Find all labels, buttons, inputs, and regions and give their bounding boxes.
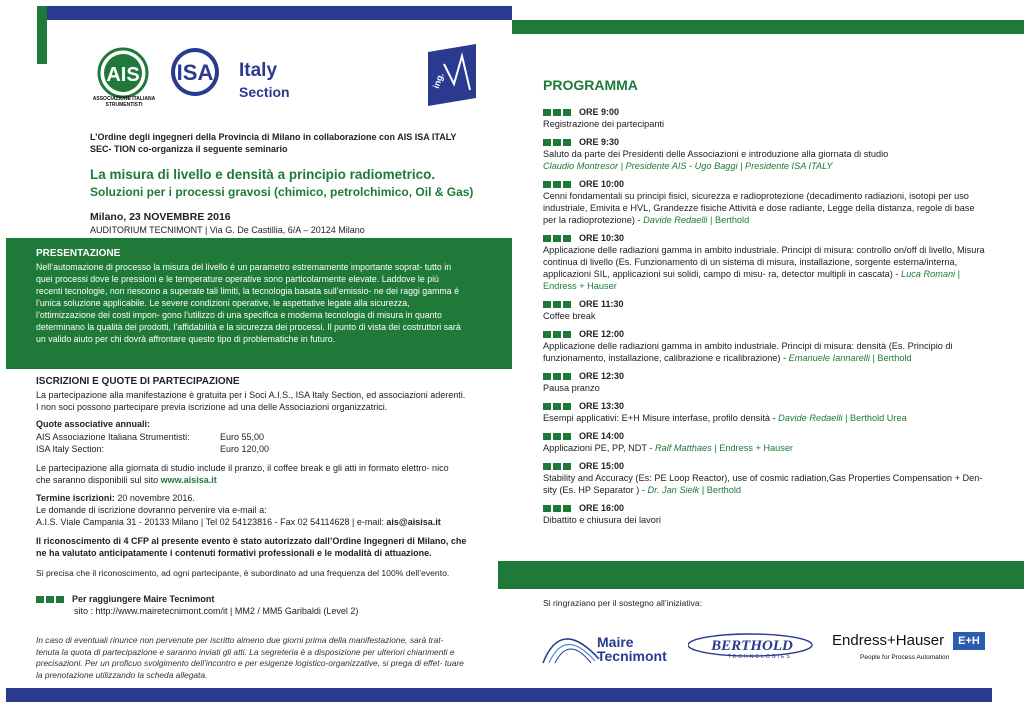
eh-tagline: People for Process Automation <box>860 654 950 661</box>
programma-item <box>543 430 989 454</box>
programma-org: | Endress + Hauser <box>543 269 961 291</box>
deadline <box>36 492 195 504</box>
top-bar-left-stub <box>37 6 47 64</box>
directions-line: sito : http://www.mairetecnimont.com/it | MM2 / MM5 Garibaldi (Level 2) <box>74 606 359 616</box>
iscrizioni-p2 <box>36 462 464 486</box>
programma-time-label: ORE 12:00 <box>579 329 625 339</box>
programma-time <box>543 400 989 412</box>
programma-heading: PROGRAMMA <box>543 77 638 93</box>
ing-mark: ing. <box>430 71 446 90</box>
directions <box>36 593 214 605</box>
quote-name: AIS Associazione Italiana Strumentisti: <box>36 432 190 442</box>
programma-time-label: ORE 12:30 <box>579 371 625 381</box>
programma-desc-text: Coffee break <box>543 311 596 321</box>
programma-org: | Berthold <box>701 485 741 495</box>
bullet-squares <box>36 593 66 605</box>
programma-item <box>543 328 989 364</box>
programma-desc <box>543 148 989 172</box>
cfp-text: Il riconoscimento di 4 CFP al presente evento è stato autorizzato dall’Ordine Ingegneri di Milano, che ne ha valutato anticipatamente i contenuti formativi professionali e le modalità di attuazione. <box>36 536 467 558</box>
bullet-squares <box>543 460 573 472</box>
isa-section: Section <box>239 84 290 100</box>
seminar-venue: AUDITORIUM TECNIMONT | Via G. De Castillia, 6/A – 20124 Milano <box>90 225 365 235</box>
programma-speaker: Claudio Montresor | Presidente AIS - Ugo Baggi | Presidente ISA ITALY <box>543 161 833 171</box>
bullet-squares <box>543 430 573 442</box>
programma-org: | Berthold <box>710 215 750 225</box>
programma-time-label: ORE 11:30 <box>579 299 624 309</box>
programma-desc-text: Saluto da parte dei Presidenti delle Associazioni e introduzione alla giornata di studio <box>543 149 889 159</box>
quote-row <box>36 443 269 455</box>
programma-org: | Endress + Hauser <box>714 443 793 453</box>
deadline-value: 20 novembre 2016. <box>117 493 195 503</box>
berthold-logo <box>688 633 818 661</box>
berthold-text: BERTHOLD <box>711 638 793 654</box>
maire-tecnimont-logo <box>541 623 676 667</box>
quote-row <box>36 431 269 443</box>
programma-time-label: ORE 15:00 <box>579 461 625 471</box>
bullet-squares <box>543 298 573 310</box>
isa-logo <box>165 46 227 98</box>
bullet-squares <box>543 136 573 148</box>
bullet-squares <box>543 400 573 412</box>
intro-lead: L’Ordine degli ingegneri della Provincia di Milano in collaborazione con AIS ISA ITALY SEC- TION co-organizza il seguente seminario <box>90 132 457 154</box>
programma-desc-text: Esempi applicativi: E+H Misure interfase, profilo densità - <box>543 413 776 423</box>
programma-time <box>543 430 989 442</box>
top-bar-right-green <box>512 20 1024 34</box>
programma-desc-text: Applicazioni PE, PP, NDT - <box>543 443 653 453</box>
address-line <box>36 516 441 528</box>
programma-item <box>543 460 989 496</box>
programma-time-label: ORE 16:00 <box>579 503 625 513</box>
ais-caption: ASSOCIAZIONE ITALIANA STRUMENTISTI <box>92 96 156 108</box>
bottom-bar-left-blue <box>6 688 512 702</box>
programma-speaker: Dr. Jan Sielk <box>647 485 700 495</box>
maire-line1: Maire <box>597 634 634 650</box>
programma-desc <box>543 472 989 496</box>
programma-time <box>543 178 989 190</box>
programma-desc-text: Dibattito e chiusura dei lavori <box>543 515 661 525</box>
quote-price: Euro 120,00 <box>220 444 270 454</box>
email-line: Le domande di iscrizione dovranno pervenire via e-mail a: <box>36 505 267 515</box>
iscrizioni-p2-text: Le partecipazione alla giornata di studio include il pranzo, il coffee break e gli atti in formato elettro- nico che saranno disponibili sul sito <box>36 463 449 485</box>
bullet-squares <box>543 328 573 340</box>
programma-desc <box>543 118 989 130</box>
site-link[interactable]: www.aisisa.it <box>160 475 217 485</box>
eh-badge: E+H <box>953 632 985 650</box>
quote-label: Quote associative annuali: <box>36 419 151 429</box>
bullet-squares <box>543 106 573 118</box>
quote-price: Euro 55,00 <box>220 432 265 442</box>
berthold-sub: TECHNOLOGIES <box>728 654 792 660</box>
programma-time-label: ORE 9:30 <box>579 137 620 147</box>
maire-line2: Tecnimont <box>597 648 667 664</box>
programma-speaker: Davide Redaelli <box>778 413 843 423</box>
bullet-squares <box>543 370 573 382</box>
presentazione-heading: PRESENTAZIONE <box>36 248 121 259</box>
programma-speaker: Luca Romani <box>900 269 956 279</box>
email-link[interactable]: ais@aisisa.it <box>386 517 441 527</box>
programma-org: | Berthold Urea <box>845 413 907 423</box>
directions-heading: Per raggiungere Maire Tecnimont <box>72 594 215 604</box>
programma-desc <box>543 514 989 526</box>
programma-time <box>543 136 989 148</box>
ais-letters: AIS <box>106 64 140 86</box>
programma-item <box>543 178 989 226</box>
endress-hauser-logo <box>832 632 992 666</box>
programma-desc-text: Pausa pranzo <box>543 383 600 393</box>
programma-desc <box>543 244 989 292</box>
cfp-note: Si precisa che il riconoscimento, ad ogni partecipante, è subordinato ad una frequenza del 100% dell’evento. <box>36 568 450 578</box>
footer-note: In caso di eventuali rinunce non pervenute per iscritto almeno due giorni prima della manifestazione, sarà trat- tenuta la quota di partecipazione e saranno inviati gli atti. La segreteria è a disposizione per ulteriori chiarimenti e precisazioni. Per un proficuo svolgimento dell’incontro e per esigenze logistico-organizzative, si prega di effet- tuare la prenotazione utilizzando la scheda allegata. <box>36 635 464 680</box>
programma-org: | Berthold <box>872 353 912 363</box>
programma-item <box>543 400 989 424</box>
programma-desc <box>543 310 989 322</box>
programma-time <box>543 106 989 118</box>
programma-speaker: Emanuele Iannarelli <box>788 353 870 363</box>
sponsors-thanks: Si ringraziano per il sostegno all’iniziativa: <box>543 598 703 608</box>
address-text: A.I.S. Viale Campania 31 - 20133 Milano | Tel 02 54123816 - Fax 02 54114628 | e-mail: <box>36 517 384 527</box>
quote-table <box>36 431 269 455</box>
iscrizioni-p1: La partecipazione alla manifestazione è gratuita per i Soci A.I.S., ISA Italy Section, ed associazioni aderenti. I non soci possono partecipare previa iscrizione ad una delle Associazioni organizzatrici. <box>36 390 466 412</box>
programma-item <box>543 106 989 130</box>
iscrizioni-heading: ISCRIZIONI E QUOTE DI PARTECIPAZIONE <box>36 376 240 387</box>
programma-item <box>543 502 989 526</box>
quote-name: ISA Italy Section: <box>36 444 105 454</box>
programma-desc <box>543 412 989 424</box>
bullet-squares <box>543 502 573 514</box>
eh-text: Endress+Hauser <box>832 632 945 649</box>
ingegneri-logo <box>424 44 480 106</box>
programma-desc-text: Applicazione delle radiazioni gamma in ambito industriale. Principi di misura: controllo on/off di livello, Misura continua di livello (Es. Funzionamento di un sistema di misura, installazione, sorgente esterna/interna, applicazioni SIL, applicazioni sui solidi, campo di misu- ra, detector multipli in cascata) - <box>543 245 985 279</box>
programma-desc-text: Registrazione dei partecipanti <box>543 119 665 129</box>
programma-desc <box>543 190 989 226</box>
top-bar-left-blue <box>37 6 512 20</box>
programma-time-label: ORE 9:00 <box>579 107 620 117</box>
presentazione-body: Nell’automazione di processo la misura del livello è un parametro estremamente importante soprat- tutto in quei processi dove le pressioni e le temperature operative sono particolarmente elevate. Laddove le più recenti tecnologie, non riescono a superate tali limiti, la tecnologia basata sull’emissio- ne dei raggi gamma è l’unica soluzione applicabile. Le severe condizioni operative, le aspettative legate alla sicurezza, l’ottimizzazione dei costi impon- gono l’utilizzo di una specifica e moderna tecnologia di misura in quanto determinano la qualità dei prodotti, l’affidabilità e la sicurezza dei processi. Il punto di vista dei costruttori sarà un valido aiuto per chi dovrà affrontare questo tipo di problematiche in futuro. <box>36 262 461 344</box>
programma-time <box>543 502 989 514</box>
programma-time-label: ORE 14:00 <box>579 431 625 441</box>
programma-item <box>543 136 989 172</box>
right-green-band <box>498 561 1024 589</box>
seminar-date: Milano, 23 NOVEMBRE 2016 <box>90 211 231 223</box>
programma-list <box>543 106 989 532</box>
programma-speaker: Ralf Matthaes <box>655 443 712 453</box>
bullet-squares <box>543 178 573 190</box>
programma-time <box>543 460 989 472</box>
deadline-label: Termine iscrizioni: <box>36 493 115 503</box>
programma-item <box>543 232 989 292</box>
bullet-squares <box>543 232 573 244</box>
programma-time <box>543 232 989 244</box>
seminar-title: La misura di livello e densità a principio radiometrico. <box>90 167 436 182</box>
programma-time <box>543 370 989 382</box>
programma-desc <box>543 382 989 394</box>
programma-time-label: ORE 13:30 <box>579 401 625 411</box>
programma-desc <box>543 442 989 454</box>
programma-time <box>543 298 989 310</box>
programma-time-label: ORE 10:00 <box>579 179 625 189</box>
isa-letters: ISA <box>176 60 214 85</box>
programma-speaker: Davide Redaelli <box>643 215 708 225</box>
seminar-subtitle: Soluzioni per i processi gravosi (chimico, petrolchimico, Oil & Gas) <box>90 185 474 199</box>
programma-time-label: ORE 10:30 <box>579 233 625 243</box>
programma-time <box>543 328 989 340</box>
programma-desc-text: Applicazione delle radiazioni gamma in ambito industriale. Principi di misura: densità (Es. Principio di funzionamento, installazione, calibrazione e ricalibrazione) - <box>543 341 953 363</box>
isa-italy: Italy <box>239 60 278 81</box>
programma-desc-text: Stability and Accuracy (Es: PE Loop Reactor), use of cosmic radiation,Gas Properties Compensation + Den- sity (Es. HP Separator ) - <box>543 473 983 495</box>
programma-item <box>543 298 989 322</box>
programma-desc-text: Cenni fondamentali su principi fisici, sicurezza e radioprotezione (decadimento radiazioni, isotopi per uso industriale, Emivita e HVL, Grandezze fisiche Attività e dose radiante, Legge della distanza, regole di base per la radioprotezione) - <box>543 191 975 225</box>
bottom-bar-right-blue <box>512 688 992 702</box>
programma-desc <box>543 340 989 364</box>
programma-item <box>543 370 989 394</box>
